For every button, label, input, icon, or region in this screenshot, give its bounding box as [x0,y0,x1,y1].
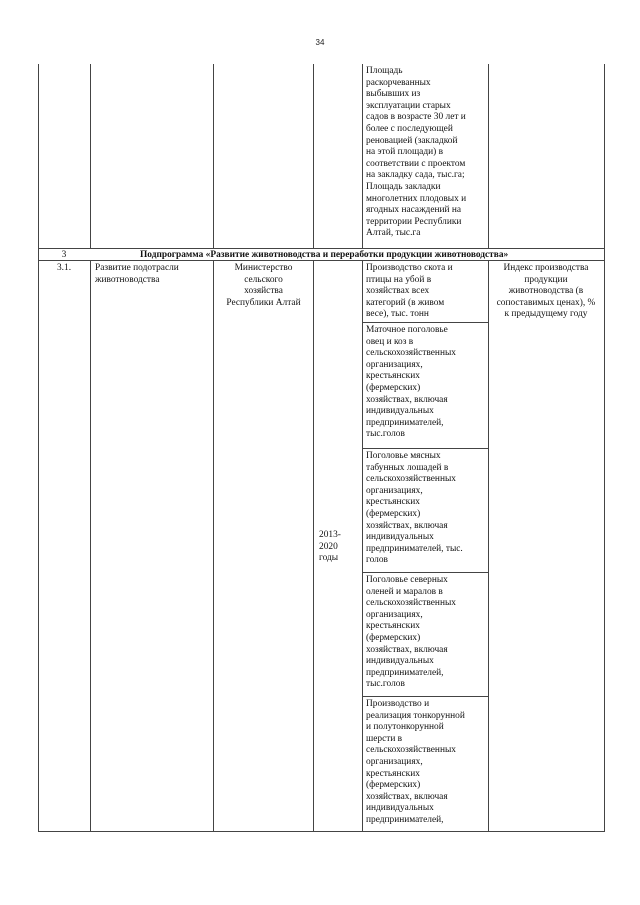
col-sep-4-top [362,64,363,248]
col-sep-2-top [213,64,214,248]
activity-name: Развитие подотрасли животноводства [95,263,179,285]
table-border-left [38,64,39,832]
indicator-divider-1 [362,322,489,323]
section-title: Подпрограмма «Развитие животноводства и переработки продукции животноводства» [140,250,509,260]
program-table [38,64,604,832]
col-sep-5-top [488,64,489,248]
executor: Министерство сельского хозяйства Республики Алтай [226,263,301,308]
indicator-divider-4 [362,696,489,697]
col-sep-4 [362,260,363,832]
row-number: 3.1. [56,263,72,273]
indicator-item: Поголовье северных оленей и маралов в сельскохозяйственных организациях, крестьянских (фермерских) хозяйствах, включая индивидуальных предпринимателей, тыс.голов [366,575,456,690]
page-number: 34 [315,38,325,47]
section-number: 3 [61,250,67,260]
indicator-item: Поголовье мясных табунных лошадей в сельскохозяйственных организациях, крестьянских (фермерских) хозяйствах, включая индивидуальных предпринимателей, тыс. голов [366,451,463,566]
col-sep-1-top [90,64,91,248]
table-border-bottom [38,831,605,832]
col-sep-1 [90,260,91,832]
indicator-item: Производство скота и птицы на убой в хозяйствах всех категорий (в живом весе), тыс. тонн [366,263,453,320]
table-border-right [604,64,605,832]
indicator-item: Маточное поголовье овец и коз в сельскохозяйственных организациях, крестьянских (фермерских) хозяйствах, включая индивидуальных предпринимателей, тыс.голов [366,325,456,440]
indicator-divider-2 [362,448,489,449]
indicator-item: Производство и реализация тонкорунной и полутонкорунной шерсти в сельскохозяйственных организациях, крестьянских (фермерских) хозяйствах, включая индивидуальных предпринимателей, [366,699,465,825]
top-row-indicator: Площадь раскорчеванных выбывших из эксплуатации старых садов в возрасте 30 лет и более с последующей реновацией (закладкой на этой площади) в соответствии с проектом на закладку сада, тыс.га; Площадь закладки многолетних плодовых и ягодных насаждений на территории Республики Алтай, тыс.га [366,66,467,239]
col-sep-2 [213,260,214,832]
result-indicator: Индекс производства продукции животноводства (в сопоставимых ценах), % к предыдущему году [496,263,596,320]
rule-before-section [38,248,605,249]
col-sep-3-top [313,64,314,248]
period: 2013- 2020 годы [319,530,341,564]
col-sep-5 [488,260,489,832]
indicator-divider-3 [362,572,489,573]
col-sep-3 [313,260,314,832]
